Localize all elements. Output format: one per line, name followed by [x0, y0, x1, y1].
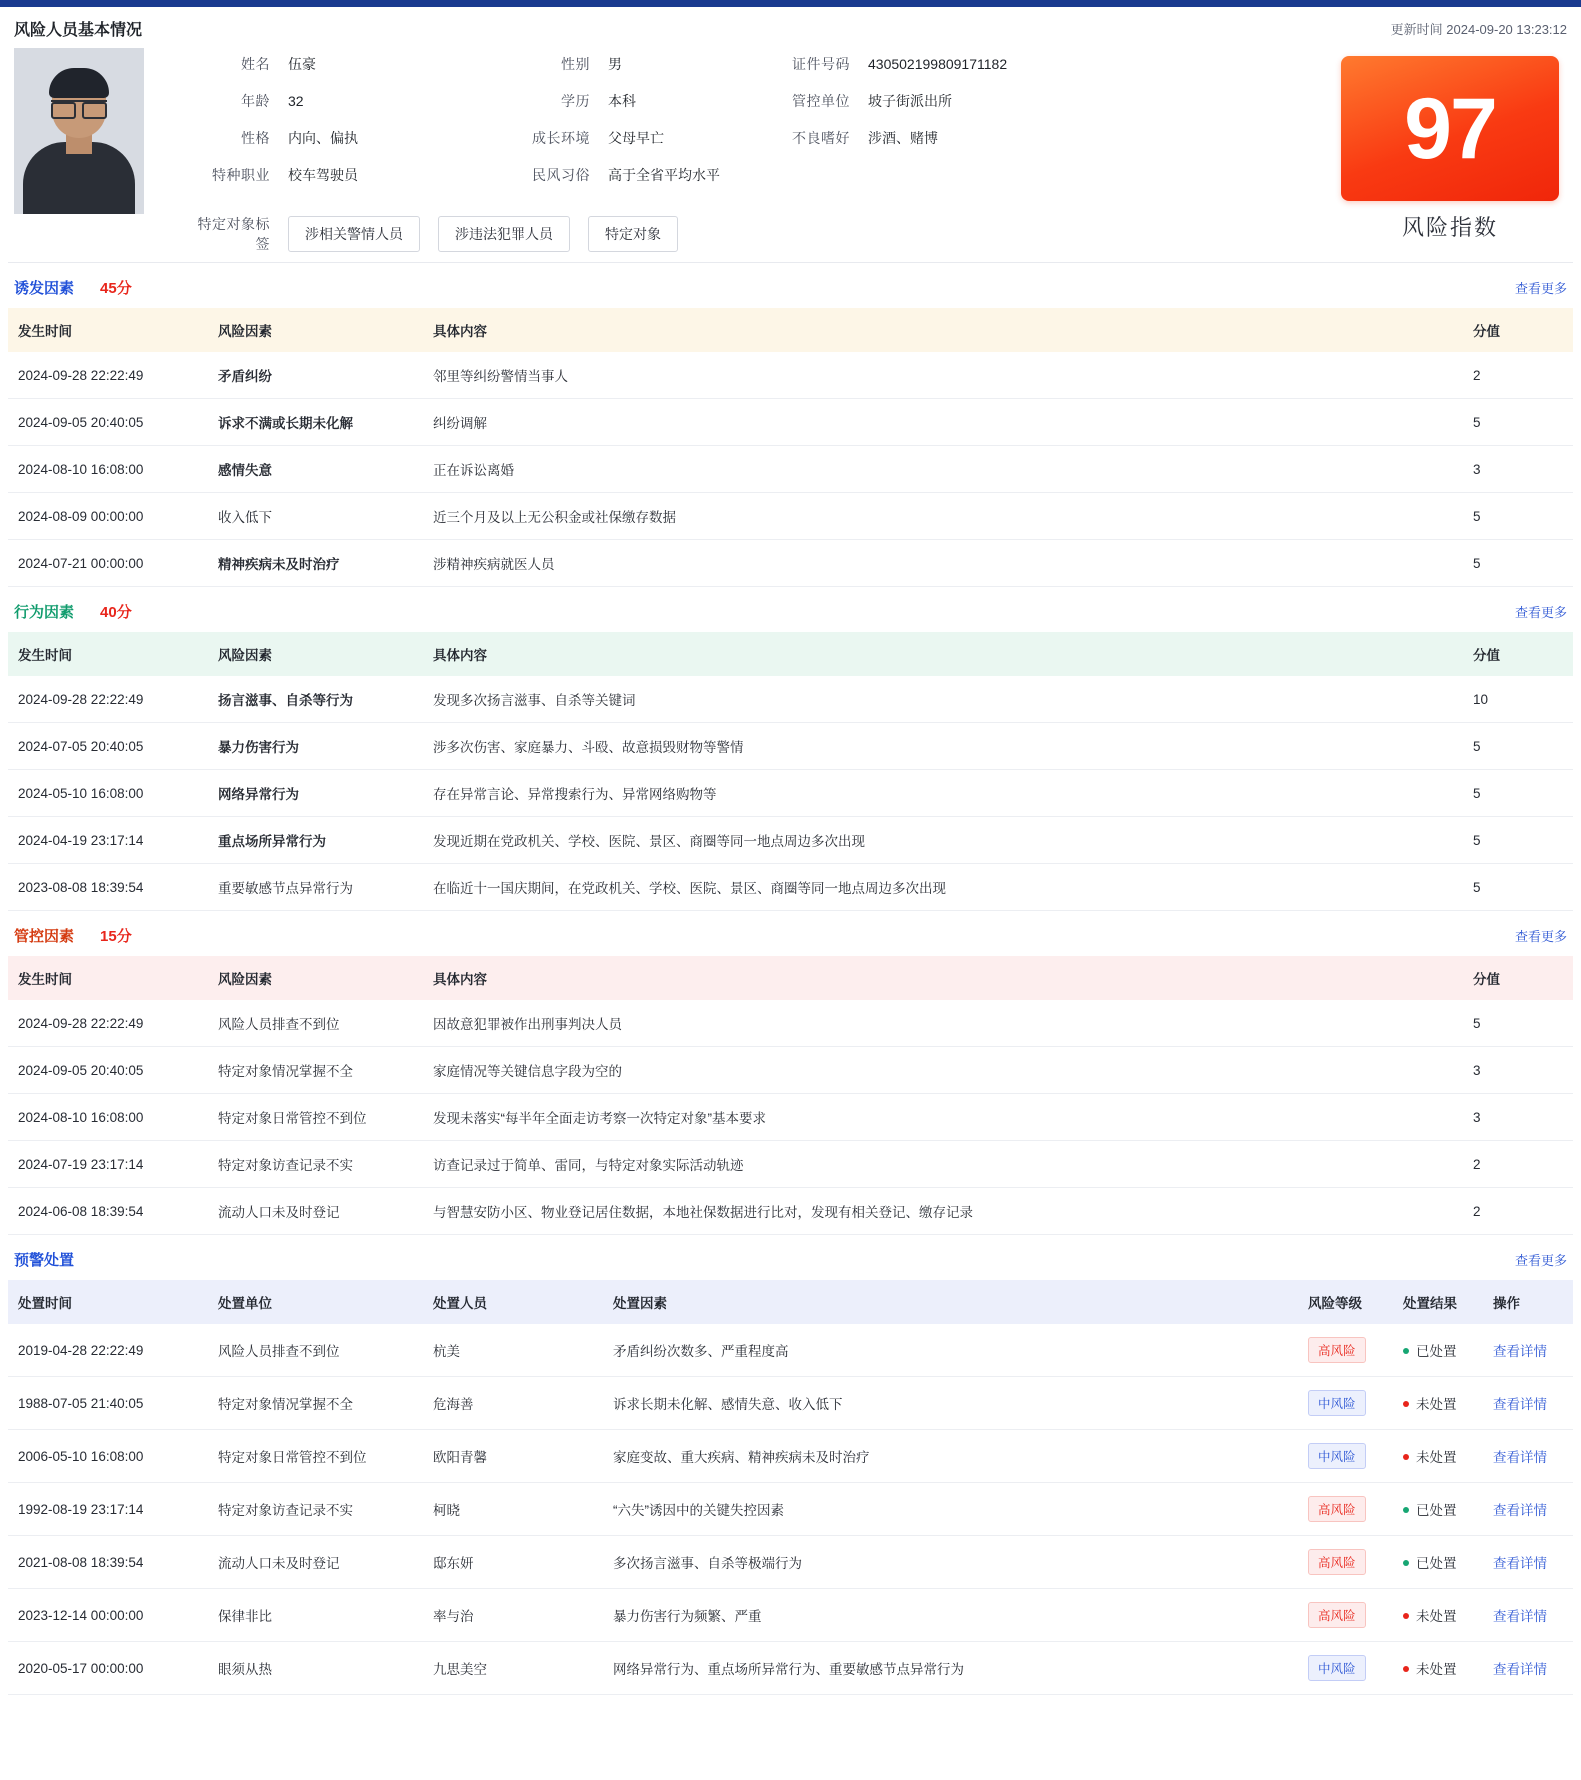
col-content: 具体内容 [423, 956, 1463, 1000]
behavior-factor-table [8, 632, 1573, 911]
induce-more-link[interactable]: 查看更多 [1514, 281, 1567, 296]
col-score: 分值 [1463, 956, 1573, 1000]
disposal-result: 已处置 [1416, 1556, 1457, 1571]
col-time: 发生时间 [8, 956, 208, 1000]
basic-info-fields [144, 48, 1341, 254]
table-row: 2024-09-05 20:40:05 特定对象情况掌握不全 家庭情况等关键信息字段为空的 3 [8, 1047, 1573, 1094]
status-badge: 中风险 [1308, 1655, 1366, 1681]
status-dot-icon [1403, 1507, 1409, 1513]
table-row: 2006-05-10 16:08:00 特定对象日常管控不到位 欧阳青馨 家庭变故、重大疾病、精神疾病未及时治疗 中风险 未处置 查看详情 [8, 1430, 1573, 1483]
table-row: 2024-07-19 23:17:14 特定对象访查记录不实 访查记录过于简单、雷同，与特定对象实际活动轨迹 2 [8, 1141, 1573, 1188]
disposal-result: 已处置 [1416, 1344, 1457, 1359]
status-dot-icon [1403, 1666, 1409, 1672]
disposal-result: 未处置 [1416, 1609, 1457, 1624]
view-detail-link[interactable]: 查看详情 [1493, 1556, 1547, 1571]
col-score: 分值 [1463, 632, 1573, 676]
col-operation: 操作 [1483, 1280, 1573, 1324]
col-content: 具体内容 [423, 308, 1463, 352]
update-time: 更新时间 2024-09-20 13:23:12 [1390, 22, 1567, 37]
behavior-section-title: 行为因素 [14, 604, 75, 621]
table-row: 2024-08-10 16:08:00 特定对象日常管控不到位 发现未落实“每半年全面走访考察一次特定对象”基本要求 3 [8, 1094, 1573, 1141]
status-dot-icon [1403, 1560, 1409, 1566]
table-row: 2020-05-17 00:00:00 眼须从热 九思美空 网络异常行为、重点场所异常行为、重要敏感节点异常行为 中风险 未处置 查看详情 [8, 1642, 1573, 1695]
risk-score-label: 风险指数 [1401, 215, 1498, 240]
col-score: 分值 [1463, 308, 1573, 352]
warning-disposal-table [8, 1280, 1573, 1695]
col-factor: 风险因素 [208, 956, 423, 1000]
control-more-link[interactable]: 查看更多 [1514, 929, 1567, 944]
view-detail-link[interactable]: 查看详情 [1493, 1609, 1547, 1624]
field-local-customs: 民风习俗 高于全省平均水平 [532, 167, 720, 183]
field-personality: 性格 内向、偏执 [241, 130, 358, 146]
table-row: 2024-07-05 20:40:05 暴力伤害行为 涉多次伤害、家庭暴力、斗殴、故意损毁财物等警情 5 [8, 723, 1573, 770]
page-title: 风险人员基本情况 [14, 22, 143, 39]
basic-info-header [8, 7, 1573, 44]
view-detail-link[interactable]: 查看详情 [1493, 1662, 1547, 1677]
col-risk-level: 风险等级 [1298, 1280, 1393, 1324]
warning-section-header [8, 1235, 1573, 1280]
table-row: 2024-06-08 18:39:54 流动人口未及时登记 与智慧安防小区、物业登记居住数据，本地社保数据进行比对，发现有相关登记、缴存记录 2 [8, 1188, 1573, 1235]
table-row: 2024-08-09 00:00:00 收入低下 近三个月及以上无公积金或社保缴存数据 5 [8, 493, 1573, 540]
table-row: 2024-08-10 16:08:00 感情失意 正在诉讼离婚 3 [8, 446, 1573, 493]
disposal-result: 未处置 [1416, 1662, 1457, 1677]
table-header-row [8, 632, 1573, 676]
status-badge: 高风险 [1308, 1337, 1366, 1363]
tag-specific-object[interactable]: 特定对象 [588, 216, 678, 252]
disposal-result: 已处置 [1416, 1503, 1457, 1518]
tags-label: 特定对象标签 [197, 216, 270, 252]
view-detail-link[interactable]: 查看详情 [1493, 1397, 1547, 1412]
table-row: 1988-07-05 21:40:05 特定对象情况掌握不全 危海善 诉求长期未化解、感情失意、收入低下 中风险 未处置 查看详情 [8, 1377, 1573, 1430]
status-badge: 高风险 [1308, 1602, 1366, 1628]
col-content: 具体内容 [423, 632, 1463, 676]
top-accent-bar [0, 0, 1581, 7]
behavior-section-score: 40分 [100, 604, 132, 621]
field-education: 学历 本科 [561, 93, 636, 109]
avatar [14, 48, 144, 214]
table-row: 2024-07-21 00:00:00 精神疾病未及时治疗 涉精神疾病就医人员 5 [8, 540, 1573, 587]
control-factor-table [8, 956, 1573, 1235]
induce-section-header [8, 263, 1573, 308]
table-row: 2024-09-28 22:22:49 矛盾纠纷 邻里等纠纷警情当事人 2 [8, 352, 1573, 399]
status-dot-icon [1403, 1454, 1409, 1460]
warning-section-title: 预警处置 [14, 1252, 75, 1269]
status-dot-icon [1403, 1401, 1409, 1407]
risk-score-panel [1341, 48, 1559, 242]
table-row: 2023-08-08 18:39:54 重要敏感节点异常行为 在临近十一国庆期间，在党政机关、学校、医院、景区、商圈等同一地点周边多次出现 5 [8, 864, 1573, 911]
disposal-result: 未处置 [1416, 1450, 1457, 1465]
induce-factor-table [8, 308, 1573, 587]
specific-object-tags [184, 214, 1341, 254]
risk-score-value: 97 [1404, 80, 1496, 177]
table-row: 2024-05-10 16:08:00 网络异常行为 存在异常言论、异常搜索行为、异常网络购物等 5 [8, 770, 1573, 817]
tag-related-case-person[interactable]: 涉相关警情人员 [288, 216, 420, 252]
col-disposal-person: 处置人员 [423, 1280, 603, 1324]
behavior-section-header [8, 587, 1573, 632]
table-header-row [8, 308, 1573, 352]
col-disposal-result: 处置结果 [1393, 1280, 1483, 1324]
table-row: 1992-08-19 23:17:14 特定对象访查记录不实 柯晓 “六失”诱因中的关键失控因素 高风险 已处置 查看详情 [8, 1483, 1573, 1536]
table-row: 2024-09-28 22:22:49 风险人员排查不到位 因故意犯罪被作出刑事判决人员 5 [8, 1000, 1573, 1047]
col-disposal-factor: 处置因素 [603, 1280, 1298, 1324]
glasses-icon [51, 100, 107, 114]
basic-info-panel [8, 44, 1573, 263]
col-factor: 风险因素 [208, 308, 423, 352]
status-badge: 高风险 [1308, 1549, 1366, 1575]
table-row: 2021-08-08 18:39:54 流动人口未及时登记 邸东妍 多次扬言滋事、自杀等极端行为 高风险 已处置 查看详情 [8, 1536, 1573, 1589]
table-row: 2023-12-14 00:00:00 保律非比 率与治 暴力伤害行为频繁、严重 高风险 未处置 查看详情 [8, 1589, 1573, 1642]
table-row: 2019-04-28 22:22:49 风险人员排查不到位 杭美 矛盾纠纷次数多、严重程度高 高风险 已处置 查看详情 [8, 1324, 1573, 1377]
view-detail-link[interactable]: 查看详情 [1493, 1503, 1547, 1518]
field-bad-habits: 不良嗜好 涉酒、赌博 [792, 130, 938, 146]
col-factor: 风险因素 [208, 632, 423, 676]
field-control-unit: 管控单位 坡子街派出所 [792, 93, 952, 109]
induce-section-title: 诱发因素 [14, 280, 75, 297]
field-name: 姓名 伍豪 [241, 56, 316, 72]
col-disposal-time: 处置时间 [8, 1280, 208, 1324]
field-age: 年龄 32 [241, 93, 304, 109]
control-section-title: 管控因素 [14, 928, 75, 945]
col-disposal-unit: 处置单位 [208, 1280, 423, 1324]
view-detail-link[interactable]: 查看详情 [1493, 1344, 1547, 1359]
table-header-row [8, 1280, 1573, 1324]
status-dot-icon [1403, 1613, 1409, 1619]
induce-section-score: 45分 [100, 280, 132, 297]
control-section-score: 15分 [100, 928, 132, 945]
status-badge: 中风险 [1308, 1390, 1366, 1416]
warning-more-link[interactable]: 查看更多 [1514, 1253, 1567, 1268]
status-dot-icon [1403, 1348, 1409, 1354]
tag-criminal-person[interactable]: 涉违法犯罪人员 [438, 216, 570, 252]
behavior-more-link[interactable]: 查看更多 [1514, 605, 1567, 620]
table-row: 2024-09-05 20:40:05 诉求不满或长期未化解 纠纷调解 5 [8, 399, 1573, 446]
table-row: 2024-09-28 22:22:49 扬言滋事、自杀等行为 发现多次扬言滋事、自杀等关键词 10 [8, 676, 1573, 723]
col-time: 发生时间 [8, 632, 208, 676]
field-growth-environment: 成长环境 父母早亡 [532, 130, 664, 146]
field-empty [764, 165, 1341, 202]
col-time: 发生时间 [8, 308, 208, 352]
status-badge: 高风险 [1308, 1496, 1366, 1522]
disposal-result: 未处置 [1416, 1397, 1457, 1412]
page-root [0, 7, 1581, 1695]
field-special-occupation: 特种职业 校车驾驶员 [212, 167, 358, 183]
control-section-header [8, 911, 1573, 956]
view-detail-link[interactable]: 查看详情 [1493, 1450, 1547, 1465]
status-badge: 中风险 [1308, 1443, 1366, 1469]
table-header-row [8, 956, 1573, 1000]
field-id-number: 证件号码 430502199809171182 [792, 56, 1008, 72]
table-row: 2024-04-19 23:17:14 重点场所异常行为 发现近期在党政机关、学校、医院、景区、商圈等同一地点周边多次出现 5 [8, 817, 1573, 864]
risk-score-card [1341, 56, 1559, 201]
field-gender: 性别 男 [561, 56, 622, 72]
